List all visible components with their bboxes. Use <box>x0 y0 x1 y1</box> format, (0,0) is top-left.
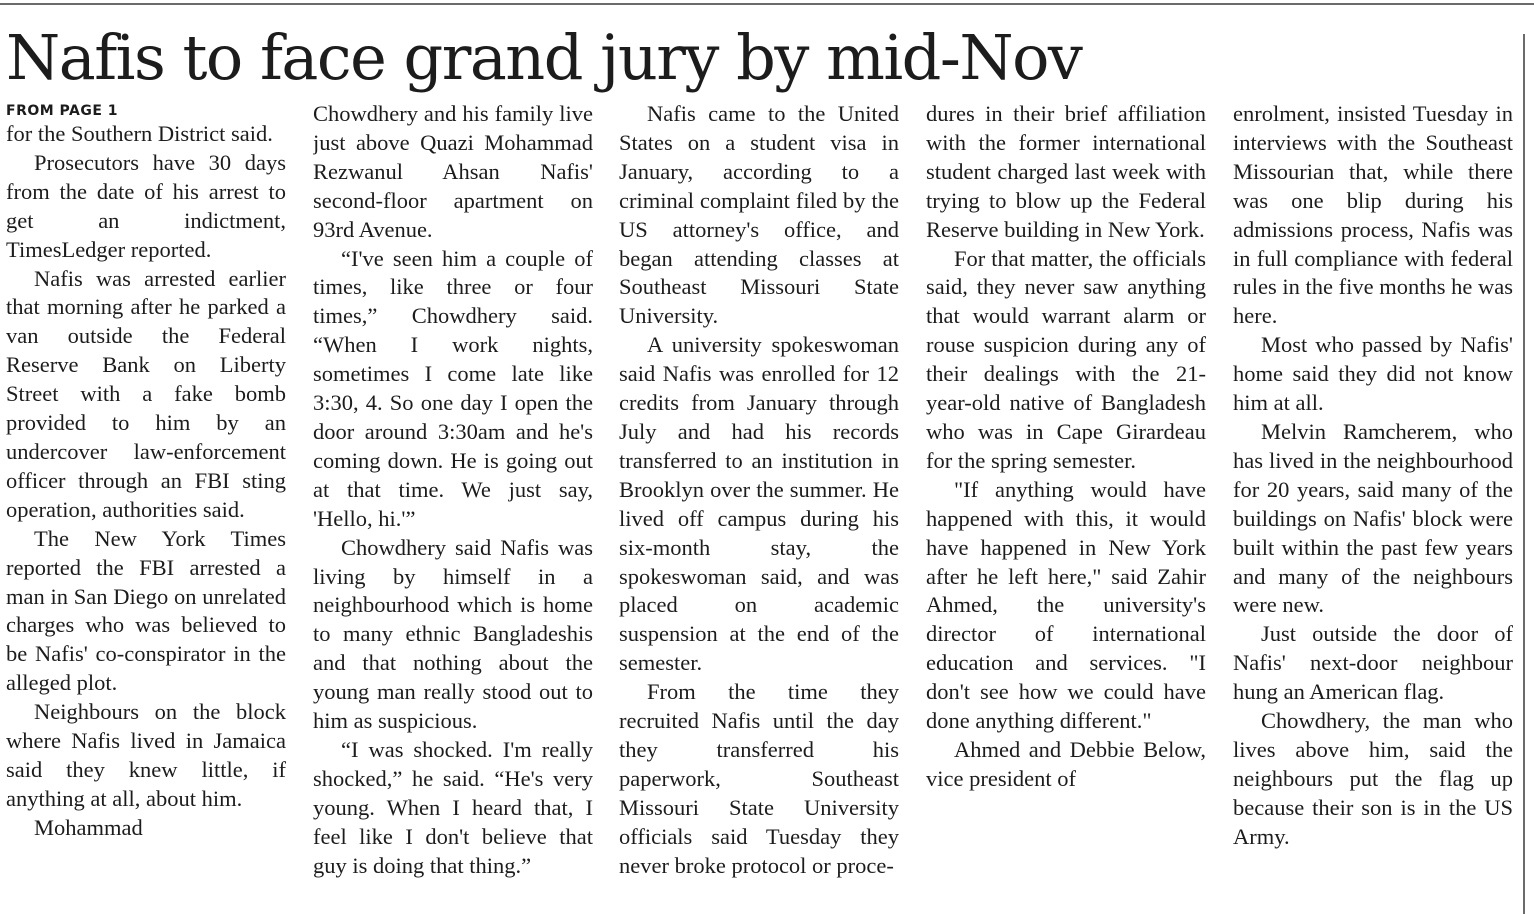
paragraph: Neighbours on the block where Nafis lived in Jamaica said they knew little, if anything at all, about him. <box>6 699 286 811</box>
paragraph: Mohammad <box>34 814 143 840</box>
paragraph: Prosecutors have 30 days from the date of his arrest to get an indictment, TimesLedger reported. <box>6 149 286 262</box>
headline: Nafis to face grand jury by mid-Nov <box>6 21 1082 94</box>
paragraph: Melvin Ramcherem, who has lived in the neighbourhood for 20 years, said many of the buildings on Nafis' block were built within the past few years and many of the neighbours were new. <box>1233 418 1513 618</box>
top-rule <box>0 3 1534 5</box>
paragraph: Just outside the door of Nafis' next-door neighbour hung an American flag. <box>1233 621 1513 705</box>
paragraph: Chowdhery said Nafis was living by himself in a neighbourhood which is home to many ethnic Bangladeshis and that nothing about the young man really stood out to him as suspicious. <box>313 534 593 734</box>
paragraph: Ahmed and Debbie Below, vice president of <box>926 736 1206 791</box>
paragraph: Most who passed by Nafis' home said they did not know him at all. <box>1233 332 1513 416</box>
paragraph: A university spokeswoman said Nafis was enrolled for 12 credits from January through July and had his records transferred to an institution in Brooklyn over the summer. He lived off campus during his six-month stay, the spokeswoman said, and was placed on academic suspension at the end of the semester. <box>619 332 899 676</box>
article-column-2 <box>313 100 593 910</box>
paragraph: For that matter, the officials said, they never saw anything that would warrant alarm or rouse suspicion during any of their dealings with the 21-year-old native of Bangladesh who was in Cape Girardeau for the spring semester. <box>926 245 1206 473</box>
paragraph: Chowdhery, the man who lives above him, said the neighbours put the flag up because their son is in the US Army. <box>1233 708 1513 849</box>
paragraph: Nafis was arrested earlier that morning after he parked a van outside the Federal Reserve Bank on Liberty Street with a fake bomb provided to him by an undercover law-enforcement officer through an FBI sting operation, authorities said. <box>6 265 286 522</box>
paragraph: enrolment, insisted Tuesday in interviews with the Southeast Missourian that, while there was one blip during his admissions process, Nafis was in full compliance with federal rules in the five months he was here. <box>1233 101 1513 329</box>
paragraph: dures in their brief affiliation with the former international student charged last week with trying to blow up the Federal Reserve building in New York. <box>926 101 1206 242</box>
paragraph: The New York Times reported the FBI arrested a man in San Diego on unrelated charges who was believed to be Nafis' co-conspirator in the alleged plot. <box>6 525 286 696</box>
kicker: FROM PAGE 1 <box>6 103 119 119</box>
paragraph: Nafis came to the United States on a student visa in January, according to a criminal complaint filed by the US attorney's office, and began attending classes at Southeast Missouri State University. <box>619 101 899 329</box>
paragraph: From the time they recruited Nafis until the day they transferred his paperwork, Southeast Missouri State University officials said Tuesday they never broke protocol or proce- <box>619 679 899 878</box>
article-column-3 <box>619 100 899 910</box>
paragraph: for the Southern District said. <box>6 121 273 146</box>
article-column-4 <box>926 100 1206 910</box>
paragraph: Chowdhery and his family live just above Quazi Mohammad Rezwanul Ahsan Nafis' second-floor apartment on 93rd Avenue. <box>313 101 593 242</box>
article-column-5 <box>1233 100 1513 910</box>
article-column-1 <box>6 100 286 910</box>
paragraph: “I was shocked. I'm really shocked,” he said. “He's very young. When I heard that, I feel like I don't believe that guy is doing that thing.” <box>313 736 593 878</box>
paragraph: "If anything would have happened with this, it would have happened in New York after he left here," said Zahir Ahmed, the university's director of international education and services. "I don't see how we could have done anything different." <box>926 476 1206 734</box>
paragraph: “I've seen him a couple of times, like three or four times,” Chowdhery said. “When I work nights, sometimes I come late like 3:30, 4. So one day I open the door around 3:30am and he's coming down. He is going out at that time. We just say, 'Hello, hi.'” <box>313 245 593 531</box>
column-rule <box>1523 34 1525 914</box>
